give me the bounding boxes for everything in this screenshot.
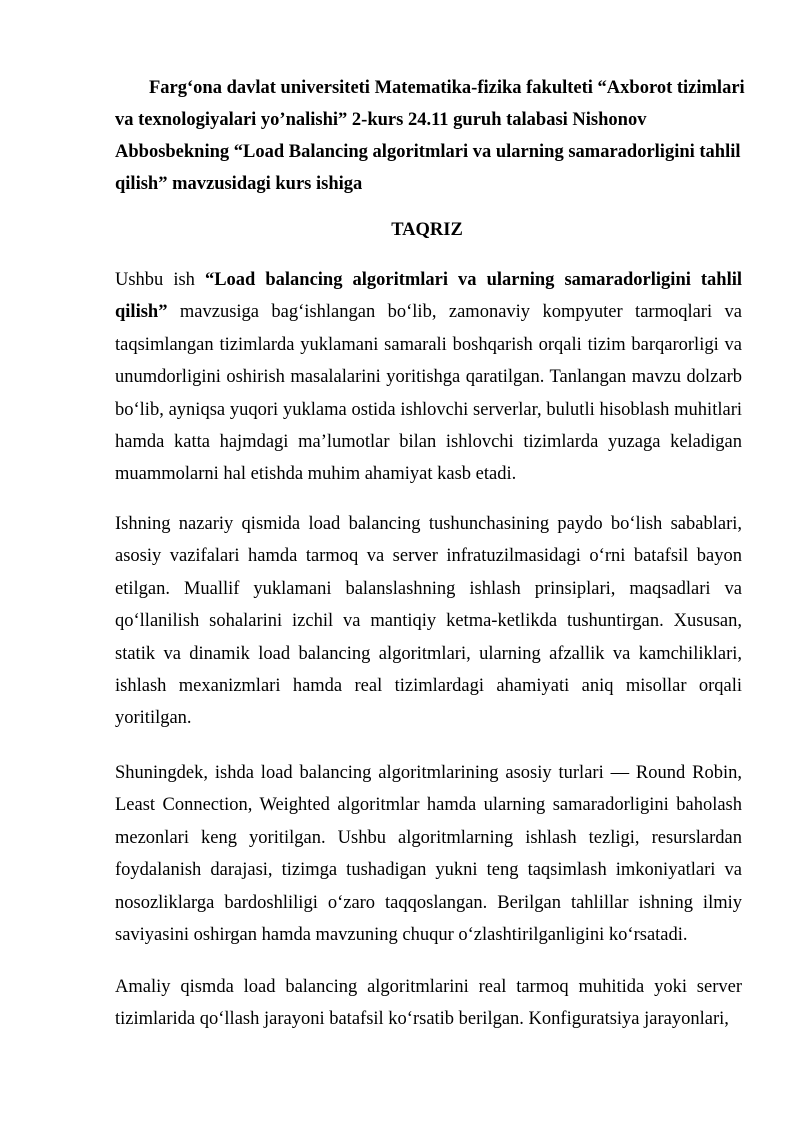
document-title: TAQRIZ <box>391 220 463 240</box>
document-heading <box>115 72 755 200</box>
paragraph-1-lead: Ushbu ish <box>115 270 205 290</box>
paragraph-1-body: mavzusiga bag‘ishlangan bo‘lib, zamonaviy kompyuter tarmoqlari va taqsimlangan tizimlarda yuklamani samarali boshqarish orqali tizim barqarorligi va unumdorligini oshirish masalalarini yoritishga qaratilgan. Tanlangan mavzu dolzarb bo‘lib, ayniqsa yuqori yuklama ostida ishlovchi serverlar, bulutli hisoblash muhitlari hamda katta hajmdagi ma’lumotlar bilan ishlovchi tizimlarda yuzaga keladigan muammolarni hal etishda muhim ahamiyat kasb etadi. <box>115 302 742 485</box>
paragraph-3: Shuningdek, ishda load balancing algoritmlarining asosiy turlari — Round Robin, Least Connection, Weighted algoritmlar hamda ularning samaradorligini baholash mezonlari keng yoritilgan. Ushbu algoritmlarning ishlash tezligi, resurslardan foydalanish darajasi, tizimga tushadigan yukni teng taqsimlash imkoniyatlari va nosozliklarga bardoshliligi o‘zaro taqqoslangan. Berilgan tahlillar ishning ilmiy saviyasini oshirgan hamda mavzuning chuqur o‘zlashtirilganligini ko‘rsatadi. <box>115 763 742 946</box>
paragraph-2: Ishning nazariy qismida load balancing tushunchasining paydo bo‘lish sabablari, asosiy vazifalari hamda tarmoq va server infratuzilmasidagi o‘rni batafsil bayon etilgan. Muallif yuklamani balanslashning ishlash prinsiplari, maqsadlari va qo‘llanilish sohalarini izchil va mantiqiy ketma-ketlikda tushuntirgan. Xususan, statik va dinamik load balancing algoritmlari, ularning afzallik va kamchiliklari, ishlash mexanizmlari hamda real tizimlardagi ahamiyati aniq misollar orqali yoritilgan. <box>115 514 742 729</box>
heading-text: Farg‘ona davlat universiteti Matematika-fizika fakulteti “Axborot tizimlari va texnologiyalari yo’nalishi” 2-kurs 24.11 guruh talabasi Nishonov Abbosbekning “Load Balancing algoritmlari va ularning samaradorligini tahlil qilish” mavzusidagi kurs ishiga <box>115 78 745 194</box>
paragraph-1-topic: “Load balancing algoritmlari va ularning samaradorligini tahlil qilish” <box>115 270 743 323</box>
paragraph-4: Amaliy qismda load balancing algoritmlarini real tarmoq muhitida yoki server tizimlarida qo‘llash jarayoni batafsil ko‘rsatib berilgan. Konfiguratsiya jarayonlari, <box>115 977 742 1030</box>
paragraph-1 <box>115 264 742 491</box>
